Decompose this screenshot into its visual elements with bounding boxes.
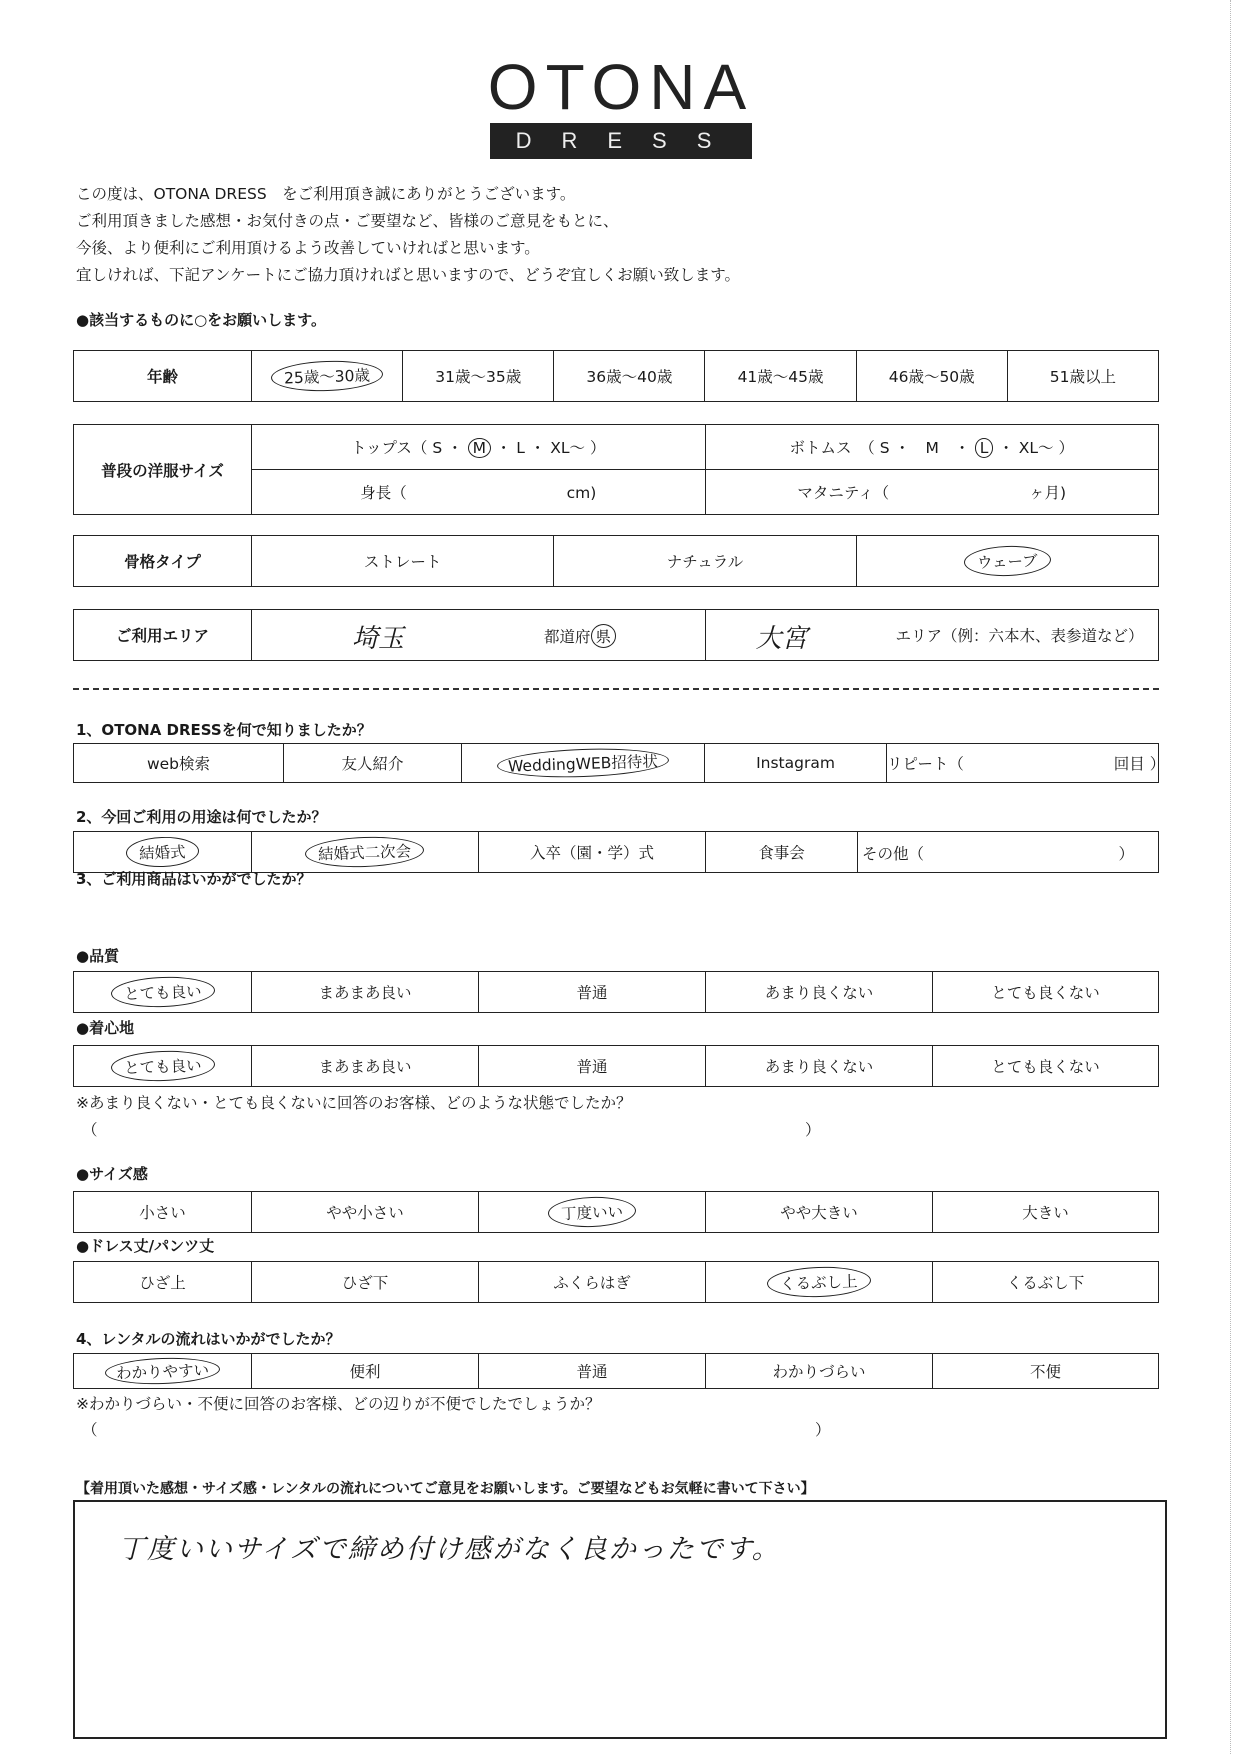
fit-option-selected[interactable]: 丁度いい: [479, 1192, 706, 1233]
comfort-table: [73, 1045, 1159, 1087]
quality-option[interactable]: あまり良くない: [706, 972, 933, 1013]
quality-table: [73, 971, 1159, 1013]
fit-option[interactable]: やや小さい: [252, 1192, 479, 1233]
q4-note: ※わかりづらい・不便に回答のお客様、どの辺りが不便でしたでしょうか？: [76, 1395, 601, 1413]
clothing-size-table: [73, 424, 1159, 515]
page-edge-mark: [1230, 0, 1232, 1754]
comfort-label: ●着心地: [76, 1019, 135, 1037]
fit-label: ●サイズ感: [76, 1165, 148, 1183]
fit-option[interactable]: やや大きい: [706, 1192, 933, 1233]
fit-table: [73, 1191, 1159, 1233]
q2-other-field[interactable]: その他（ ）: [858, 832, 1159, 873]
q2-heading: 2、今回ご利用の用途は何でしたか？: [76, 808, 327, 826]
age-option-selected[interactable]: 25歳～30歳: [252, 351, 403, 402]
q4-note-close: ）: [815, 1421, 831, 1439]
q4-note-open: （: [82, 1421, 98, 1439]
area-field[interactable]: [705, 610, 1159, 661]
length-option-selected[interactable]: くるぶし上: [706, 1262, 933, 1303]
comfort-option[interactable]: まあまあ良い: [252, 1046, 479, 1087]
q4-option[interactable]: 便利: [252, 1354, 479, 1389]
prefecture-field[interactable]: 埼玉 都道府 県: [252, 610, 706, 661]
area-hint: エリア（例：六本木、表参道など）: [895, 627, 1144, 645]
body-type-label: 骨格タイプ: [74, 536, 252, 587]
age-option[interactable]: 51歳以上: [1007, 351, 1158, 402]
q4-option-selected[interactable]: わかりやすい: [74, 1354, 252, 1389]
q1-option-selected[interactable]: WeddingWEB招待状: [462, 744, 705, 783]
prefecture-type-selected: 県: [591, 624, 617, 648]
q4-table: [73, 1353, 1159, 1389]
q1-option[interactable]: 友人紹介: [284, 744, 462, 783]
body-type-option-selected[interactable]: ウェーブ: [856, 536, 1158, 587]
prefecture-value: 埼玉: [352, 624, 405, 654]
age-option[interactable]: 46歳～50歳: [856, 351, 1007, 402]
quality-label: ●品質: [76, 947, 120, 965]
clothing-size-label: 普段の洋服サイズ: [74, 425, 252, 515]
comfort-note: ※あまり良くない・とても良くないに回答のお客様、どのような状態でしたか？: [76, 1094, 632, 1112]
intro-line: 今後、より便利にご利用頂けるよう改善していければと思います。: [76, 239, 540, 257]
q4-heading: 4、レンタルの流れはいかがでしたか？: [76, 1330, 341, 1348]
body-type-option[interactable]: ナチュラル: [554, 536, 856, 587]
q1-option[interactable]: Instagram: [705, 744, 887, 783]
intro-text: [76, 181, 740, 289]
height-field[interactable]: 身長（ cm): [252, 470, 706, 515]
q2-option[interactable]: 食事会: [706, 832, 858, 873]
area-label: ご利用エリア: [74, 610, 252, 661]
feedback-heading: 【着用頂いた感想・サイズ感・レンタルの流れについてご意見をお願いします。ご要望などもお気軽に書いて下さい】: [76, 1481, 815, 1497]
q4-option[interactable]: 普通: [479, 1354, 706, 1389]
q1-heading: 1、OTONA DRESSを何で知りましたか？: [76, 721, 372, 739]
section-heading-instructions: ●該当するものに○をお願いします。: [76, 311, 326, 329]
q4-option[interactable]: わかりづらい: [706, 1354, 933, 1389]
comfort-option[interactable]: とても良くない: [933, 1046, 1159, 1087]
age-option[interactable]: 31歳～35歳: [403, 351, 554, 402]
length-option[interactable]: くるぶし下: [933, 1262, 1159, 1303]
age-table: [73, 350, 1159, 402]
q1-table: [73, 743, 1166, 783]
bottoms-size-selected: L: [975, 438, 994, 458]
section-divider: [73, 688, 1159, 690]
logo-subtitle: DRESS: [490, 123, 752, 159]
body-type-option[interactable]: ストレート: [252, 536, 554, 587]
fit-option[interactable]: 大きい: [933, 1192, 1159, 1233]
q2-option-selected[interactable]: 結婚式二次会: [252, 832, 479, 873]
intro-line: この度は、OTONA DRESS をご利用頂き誠にありがとうございます。: [76, 185, 576, 203]
age-option[interactable]: 41歳～45歳: [705, 351, 856, 402]
logo-wordmark: OTONA: [487, 51, 755, 123]
q2-option-selected[interactable]: 結婚式: [74, 832, 252, 873]
length-option[interactable]: ふくらはぎ: [479, 1262, 706, 1303]
body-type-table: [73, 535, 1159, 587]
area-value: 大宮: [755, 624, 808, 654]
tops-size-field[interactable]: トップス（ S ・ M ・ L ・ XL～ ）: [252, 425, 706, 470]
q1-option[interactable]: web検索: [74, 744, 284, 783]
intro-line: 宜しければ、下記アンケートにご協力頂ければと思いますので、どうぞ宜しくお願い致します。: [76, 266, 741, 284]
q2-table: [73, 831, 1159, 873]
maternity-field[interactable]: マタニティ（ ヶ月): [705, 470, 1159, 515]
comfort-option[interactable]: 普通: [479, 1046, 706, 1087]
quality-option[interactable]: 普通: [479, 972, 706, 1013]
intro-line: ご利用頂きました感想・お気付きの点・ご要望など、皆様のご意見をもとに、: [76, 212, 619, 230]
tops-size-selected: M: [468, 438, 491, 458]
age-option[interactable]: 36歳～40歳: [554, 351, 705, 402]
quality-option[interactable]: とても良くない: [933, 972, 1159, 1013]
comfort-note-open: （: [82, 1121, 98, 1139]
q1-repeat-field[interactable]: リピート（ 回目 ）: [887, 744, 1159, 783]
q2-option[interactable]: 入卒（園・学）式: [479, 832, 706, 873]
comfort-option-selected[interactable]: とても良い: [74, 1046, 252, 1087]
fit-option[interactable]: 小さい: [74, 1192, 252, 1233]
length-option[interactable]: ひざ下: [252, 1262, 479, 1303]
area-table: [73, 609, 1159, 661]
feedback-comment: 丁度いいサイズで締め付け感がなく良かったです。: [118, 1534, 781, 1565]
q4-option[interactable]: 不便: [933, 1354, 1159, 1389]
bottoms-size-field[interactable]: ボトムス （ S ・ M ・ L ・ XL～ ）: [705, 425, 1159, 470]
length-table: [73, 1261, 1159, 1303]
comfort-note-close: ）: [805, 1121, 821, 1139]
age-label: 年齢: [74, 351, 252, 402]
comfort-option[interactable]: あまり良くない: [706, 1046, 933, 1087]
length-label: ●ドレス丈/パンツ丈: [76, 1237, 215, 1255]
q3-heading: 3、ご利用商品はいかがでしたか？: [76, 870, 312, 888]
quality-option-selected[interactable]: とても良い: [74, 972, 252, 1013]
quality-option[interactable]: まあまあ良い: [252, 972, 479, 1013]
length-option[interactable]: ひざ上: [74, 1262, 252, 1303]
